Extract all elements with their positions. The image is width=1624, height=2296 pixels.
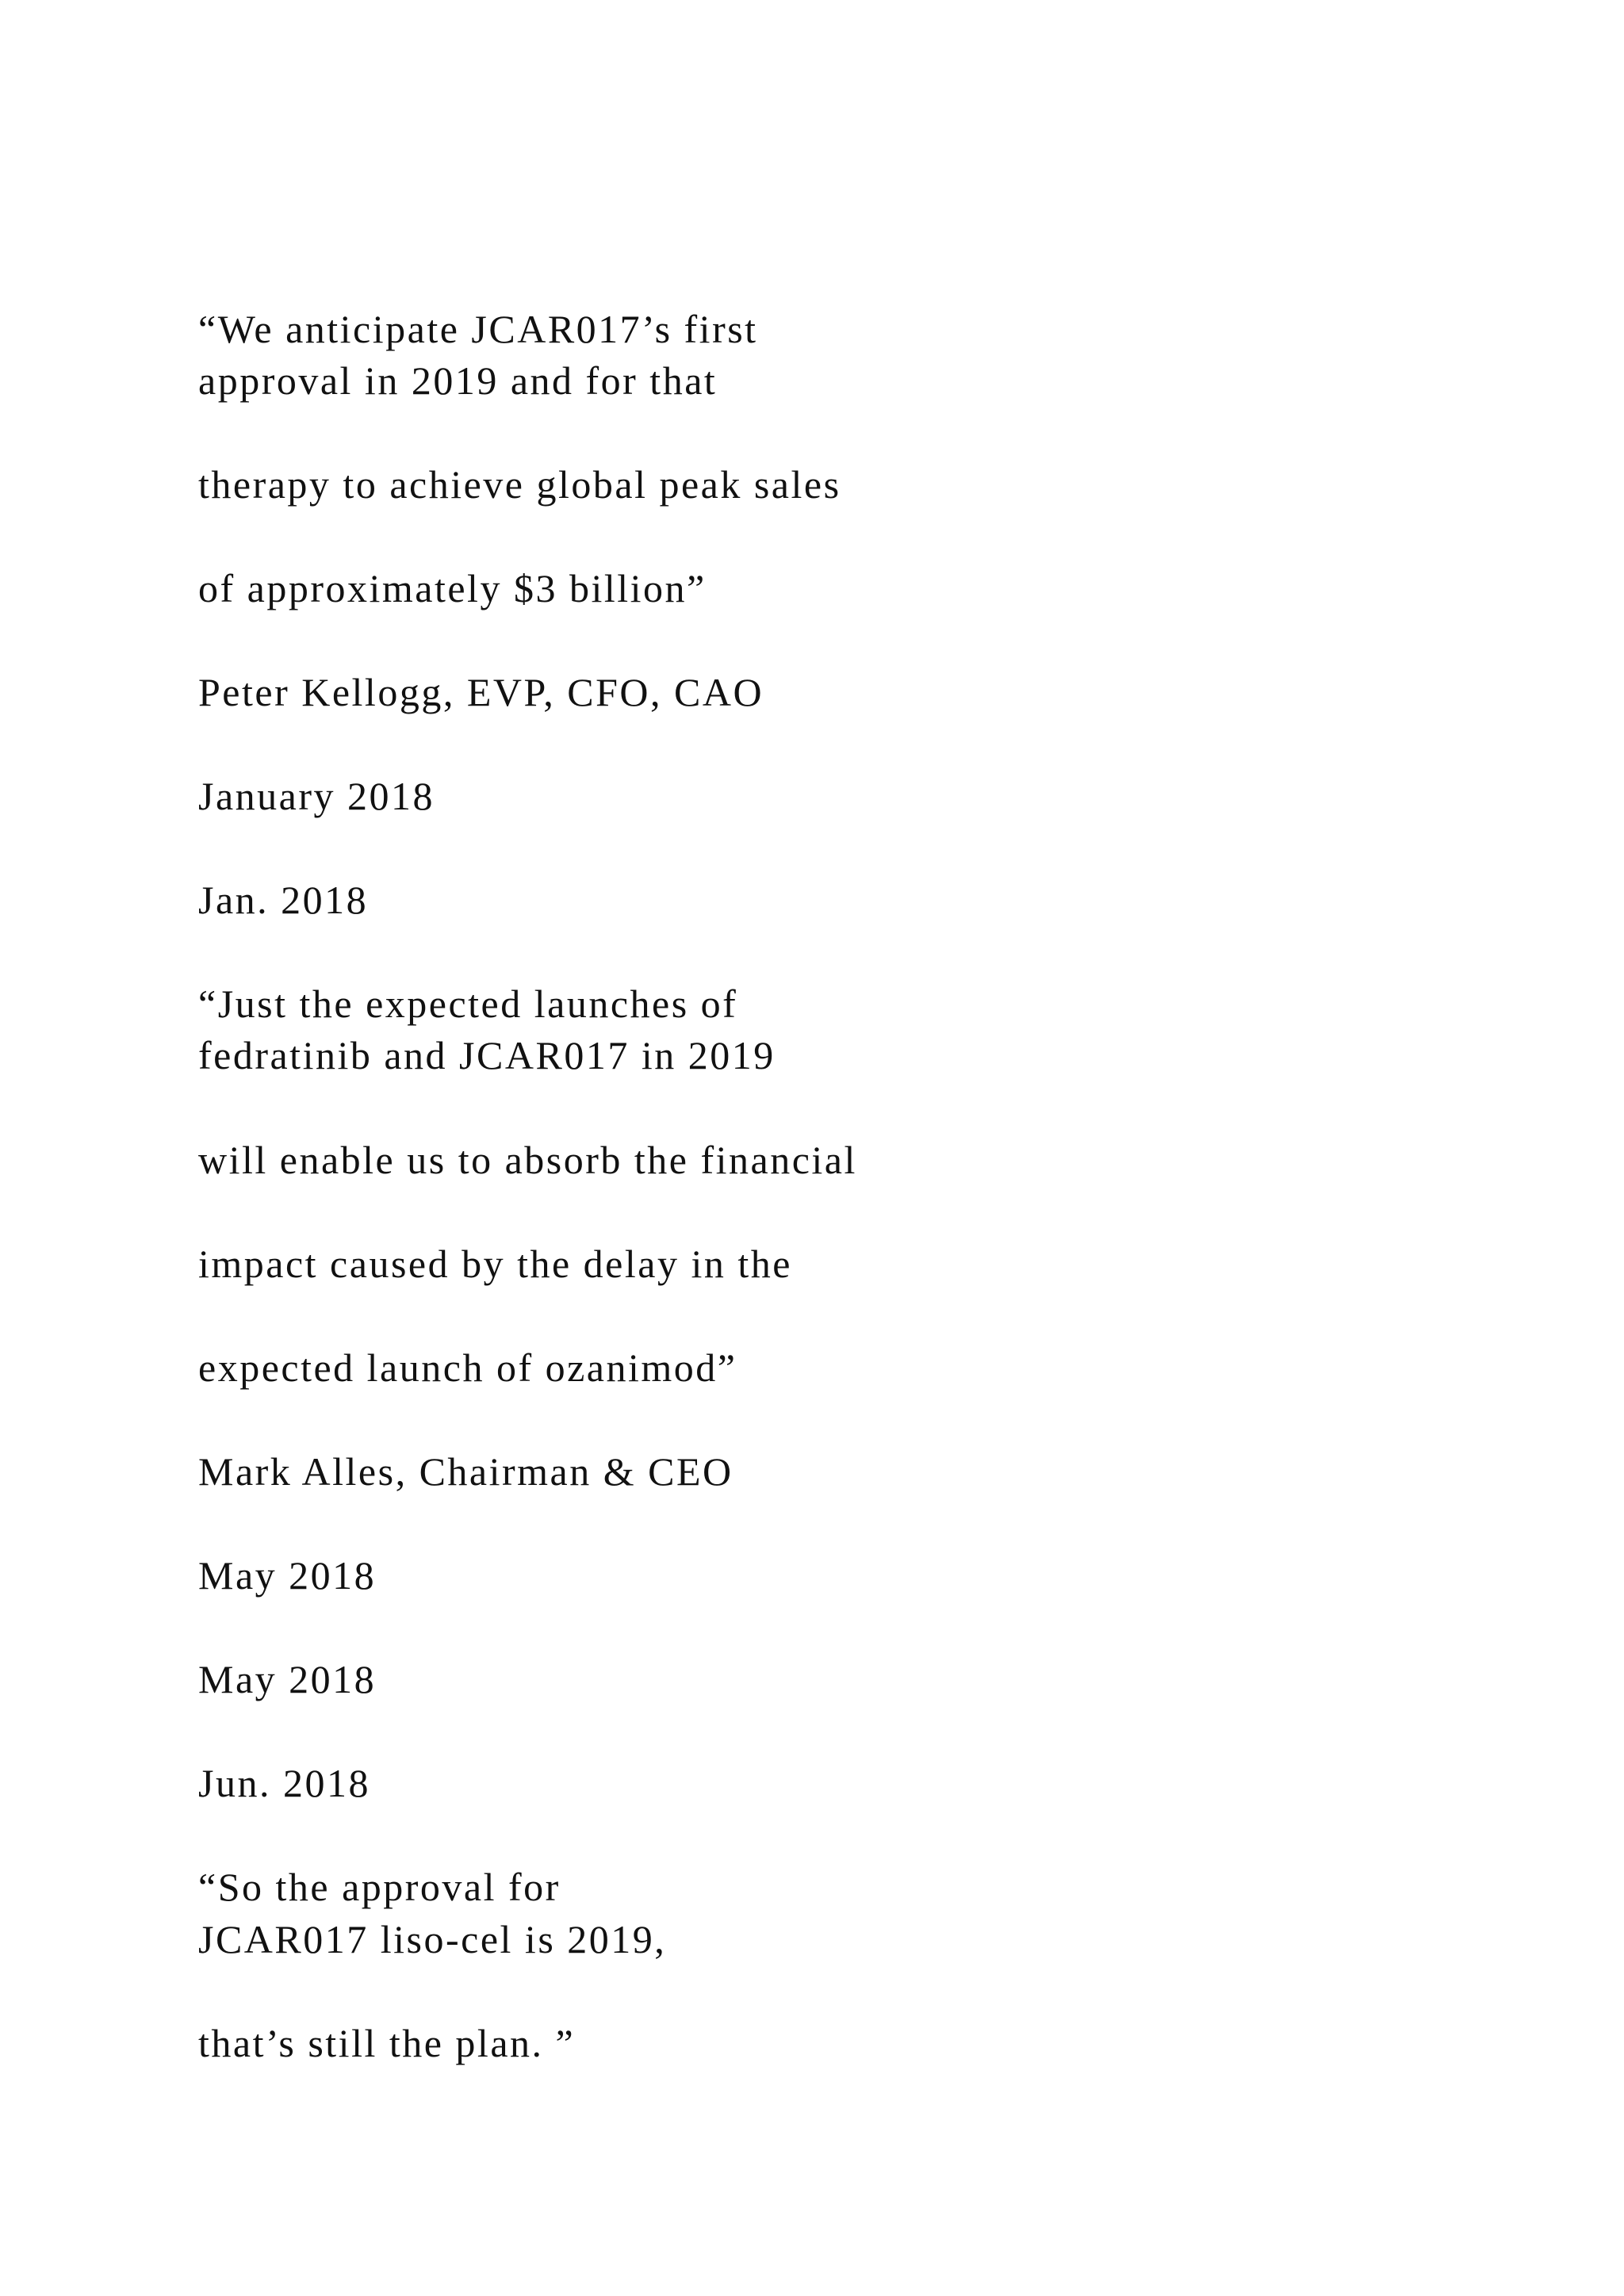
timeline-label-may-2018: May 2018 [198, 1657, 377, 1701]
timeline-label-jun-2018: Jun. 2018 [198, 1761, 370, 1805]
quote-1-date: January 2018 [198, 774, 435, 818]
quote-2-attribution: Mark Alles, Chairman & CEO [198, 1449, 733, 1494]
timeline-label-jan-2018: Jan. 2018 [198, 878, 369, 922]
quote-1-line-4: of approximately $3 billion” [198, 566, 707, 610]
quote-2-date: May 2018 [198, 1553, 377, 1598]
quote-2-line-4: impact caused by the delay in the [198, 1242, 792, 1286]
quote-1-line-3: therapy to achieve global peak sales [198, 462, 841, 507]
quote-1-attribution: Peter Kellogg, EVP, CFO, CAO [198, 670, 764, 714]
quote-2-line-5: expected launch of ozanimod” [198, 1345, 737, 1390]
quote-1-line-1: “We anticipate JCAR017’s first [198, 307, 758, 351]
quote-3-line-2: JCAR017 liso-cel is 2019, [198, 1917, 667, 1961]
quote-1-line-2: approval in 2019 and for that [198, 358, 718, 403]
quote-3-line-3: that’s still the plan. ” [198, 2021, 576, 2065]
quote-2-line-2: fedratinib and JCAR017 in 2019 [198, 1033, 776, 1077]
quote-2-line-1: “Just the expected launches of [198, 982, 738, 1026]
quote-2-line-3: will enable us to absorb the financial [198, 1138, 857, 1182]
quote-3-line-1: “So the approval for [198, 1865, 561, 1909]
